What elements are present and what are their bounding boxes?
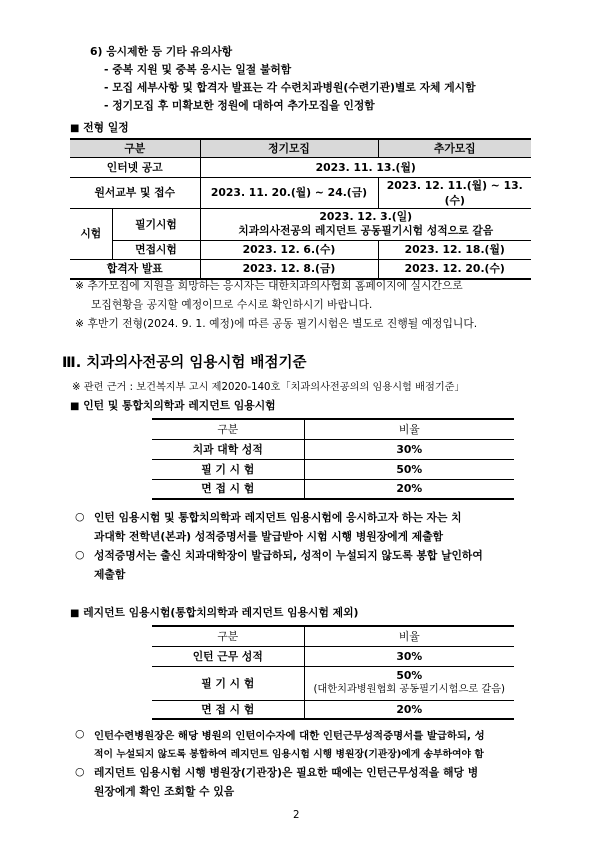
note-item: - 중복 지원 및 중복 응시는 일절 불허함 [104, 63, 292, 76]
note-item: - 정기모집 후 미확보한 정원에 대하여 추가모집을 인정함 [104, 99, 375, 112]
header-cell: 구분 [152, 419, 304, 439]
bullet-mark: ○ [75, 765, 85, 778]
resident-title: 레지던트 임용시험(통합치의학과 레지던트 임용시험 제외) [83, 606, 359, 619]
row-value: 30% [304, 439, 514, 459]
header-cell: 비율 [304, 626, 514, 646]
bullet-line: 레지던트 임용시험 시행 병원장(기관장)은 필요한 때에는 인턴근무성적을 해당 병 [94, 766, 479, 779]
row-value: 50% [396, 669, 423, 682]
header-cell: 정기모집 [200, 139, 378, 157]
bullet-line: 인턴 임용시험 및 통합치의학과 레지던트 임용시험에 응시하고자 하는 자는 치 [94, 511, 462, 524]
row-label: 면 접 시 험 [152, 479, 304, 499]
written-exam-note: 치과의사전공의 레지던트 공동필기시험 성적으로 갈음 [238, 224, 494, 237]
row-value-cell [304, 666, 514, 700]
header-cell: 추가모집 [378, 139, 531, 157]
row-value: 30% [304, 646, 514, 666]
row-value-note: (대한치과병원협회 공동필기시험으로 갈음) [313, 684, 506, 695]
row-value: 2023. 12. 6.(수) [200, 240, 378, 259]
row-label: 원서교부 및 접수 [70, 177, 200, 208]
header-cell: 구분 [152, 626, 304, 646]
written-exam-cell [200, 208, 531, 240]
written-exam-date: 2023. 12. 3.(일) [319, 210, 413, 223]
bullet-line: 인턴수련병원장은 해당 병원의 인턴이수자에 대한 인턴근무성적증명서를 발급하되, 성 [94, 730, 485, 742]
row-label: 인턴 근무 성적 [152, 646, 304, 666]
row-value: 2023. 11. 20.(월) ~ 24.(금) [200, 177, 378, 208]
schedule-section-title [70, 120, 129, 135]
header-cell: 구분 [70, 139, 200, 157]
square-bullet-icon: ■ [70, 401, 80, 412]
note-item: - 모집 세부사항 및 합격자 발표는 각 수련치과병원(수련기관)별로 자체 게시함 [104, 81, 476, 94]
row-label: 면접시험 [112, 240, 200, 259]
bullet-line: 제출함 [94, 568, 126, 581]
row-label: 인터넷 공고 [70, 157, 200, 177]
intern-title: 인턴 및 통합치의학과 레지던트 임용시험 [83, 399, 276, 412]
bullet-line: 적이 누설되지 않도록 봉합하여 레지던트 임용시험 시행 병원장(기관장)에게 송부하여야 함 [94, 749, 484, 760]
resident-section-title [70, 605, 358, 620]
row-label: 필 기 시 험 [152, 459, 304, 479]
bullet-line: 성적증명서는 출신 치과대학장이 발급하되, 성적이 누설되지 않도록 봉합 날인하여 [94, 549, 483, 562]
schedule-note: ※ 추가모집에 지원을 희망하는 응시자는 대한치과의사협회 홈페이지에 실시간으로 [75, 279, 463, 292]
bullet-line: 원장에게 확인 조회할 수 있음 [94, 785, 235, 798]
row-value: 2023. 12. 18.(월) [378, 240, 531, 259]
notes-heading: 6) 응시제한 등 기타 유의사항 [90, 45, 233, 58]
row-value: 20% [304, 700, 514, 719]
exam-label: 시험 [70, 208, 112, 259]
legal-basis: ※ 관련 근거 : 보건복지부 고시 제2020-140호「치과의사전공의의 임용시험 배점기준」 [72, 382, 465, 393]
row-value: 2023. 11. 13.(월) [200, 157, 531, 177]
bullet-mark: ○ [75, 510, 85, 523]
row-label: 합격자 발표 [70, 259, 200, 279]
row-value: 50% [304, 459, 514, 479]
square-bullet-icon: ■ [70, 123, 80, 134]
bullet-line: 과대학 전학년(본과) 성적증명서를 발급받아 시험 시행 병원장에게 제출함 [94, 530, 444, 543]
row-label: 필기시험 [112, 208, 200, 240]
row-value: 2023. 12. 8.(금) [200, 259, 378, 279]
bullet-mark: ○ [75, 727, 85, 740]
schedule-note: ※ 후반기 전형(2024. 9. 1. 예정)에 따른 공동 필기시험은 별도로 진행될 예정입니다. [75, 317, 478, 330]
resident-ratio-table [152, 625, 514, 720]
row-label: 면 접 시 험 [152, 700, 304, 719]
row-label: 필 기 시 험 [152, 666, 304, 700]
bullet-mark: ○ [75, 548, 85, 561]
section-title: Ⅲ. 치과의사전공의 임용시험 배점기준 [62, 355, 307, 371]
row-value: 2023. 12. 20.(수) [378, 259, 531, 279]
intern-section-title [70, 398, 276, 413]
row-label: 치과 대학 성적 [152, 439, 304, 459]
page-number: 2 [293, 810, 300, 821]
square-bullet-icon: ■ [70, 608, 80, 619]
header-cell: 비율 [304, 419, 514, 439]
row-value: 20% [304, 479, 514, 499]
schedule-note: 모집현황을 공지할 예정이므로 수시로 확인하시기 바랍니다. [91, 298, 373, 311]
schedule-title: 전형 일정 [83, 121, 129, 134]
schedule-table [70, 138, 531, 280]
intern-ratio-table [152, 418, 514, 500]
row-value: 2023. 12. 11.(월) ~ 13.(수) [378, 177, 531, 208]
